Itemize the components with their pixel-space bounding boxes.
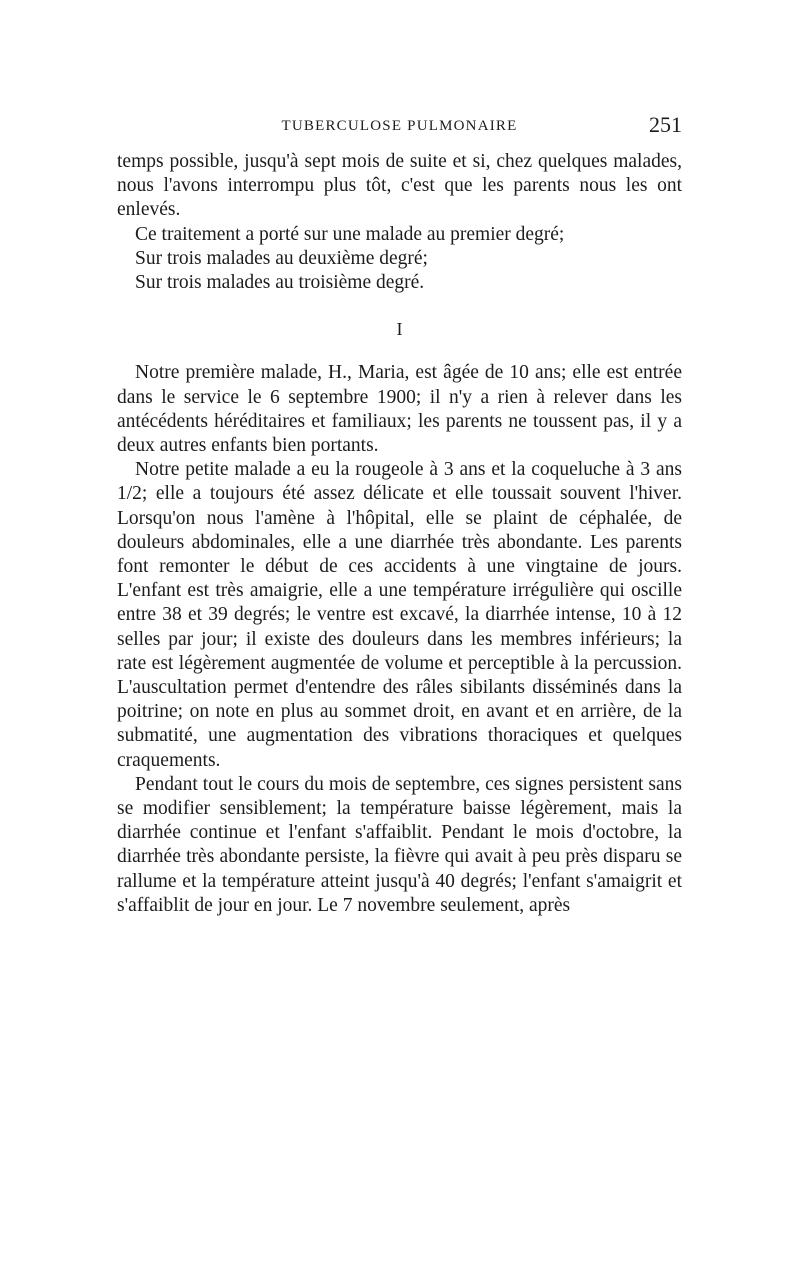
case-paragraph: Notre première malade, H., Maria, est âgée de 10 ans; elle est entrée dans le service le 6 septembre 1900; il n'y a rien à relever dans les antécédents héréditaires et familiaux; les parents ne toussent pas, il y a deux autres enfants bien portants. [117,362,682,457]
case-paragraph: Pendant tout le cours du mois de septembre, ces signes persistent sans se modifier sensiblement; la température baisse légèrement, mais la diarrhée continue et l'enfant s'affaiblit. Pendant le mois d'octobre, la diarrhée très abondante persiste, la fièvre qui avait à peu près disparu se rallume et la température atteint jusqu'à 40 degrés; l'enfant s'amaigrit et s'affaiblit de jour en jour. Le 7 novembre seulement, après [117,773,682,916]
section-numeral: I [396,319,403,340]
intro-paragraph: Sur trois malades au troisième degré. [135,272,425,294]
body-text [117,150,682,918]
intro-paragraph: temps possible, jusqu'à sept mois de suite et si, chez quelques malades, nous l'avons interrompu plus tôt, c'est que les parents nous les ont enlevés. [117,151,682,221]
running-header [117,112,682,140]
page-number: 251 [649,112,682,137]
intro-paragraph: Sur trois malades au deuxième degré; [135,247,428,269]
running-title: TUBERCULOSE PULMONAIRE [281,118,518,134]
intro-paragraph: Ce traitement a porté sur une malade au premier degré; [135,223,565,245]
case-paragraph: Notre petite malade a eu la rougeole à 3 ans et la coqueluche à 3 ans 1/2; elle a toujours été assez délicate et elle toussait souvent l'hiver. Lorsqu'on nous l'amène à l'hôpital, elle se plaint de céphalée, de douleurs abdominales, elle a une diarrhée très abondante. Les parents font remonter le début de ces accidents à une vingtaine de jours. L'enfant est très amaigrie, elle a une température irrégulière qui oscille entre 38 et 39 degrés; le ventre est excavé, la diarrhée intense, 10 à 12 selles par jour; il existe des douleurs dans les membres inférieurs; la rate est légèrement augmentée de volume et perceptible à la percussion. L'auscultation permet d'entendre des râles sibilants disséminés dans la poitrine; on note en plus au sommet droit, en avant et en arrière, de la submatité, une augmentation des vibrations thoraciques et quelques craquements. [117,459,682,771]
